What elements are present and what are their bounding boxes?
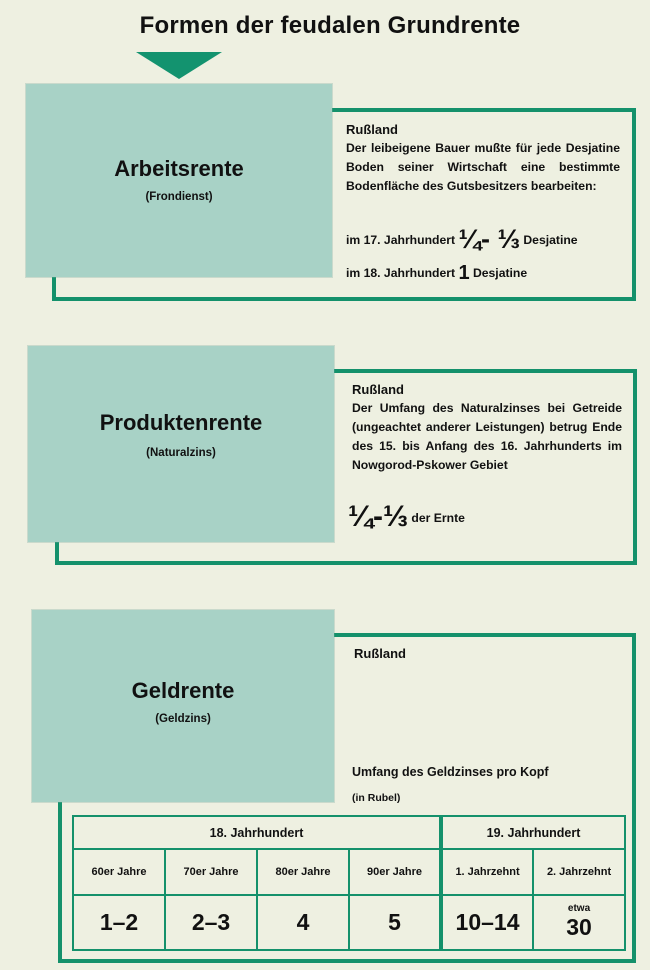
table-period-row bbox=[73, 849, 625, 895]
value-cell: 5 bbox=[349, 895, 441, 950]
value-cell-approx bbox=[533, 895, 625, 950]
produktenrente-description: Der Umfang des Naturalzinses bei Getreide (ungeachtet anderer Leistungen) betrug Ende des 15. bis Anfang des 16. Jahrhunderts im Nowgorod-Pskower Gebiet bbox=[352, 401, 622, 472]
geldrente-panel bbox=[32, 610, 334, 802]
arbeitsrente-line-17 bbox=[346, 224, 578, 255]
arbeitsrente-line1-value: ¼- ⅓ bbox=[458, 224, 520, 254]
value-cell: 2–3 bbox=[165, 895, 257, 950]
arbeitsrente-line2-value: 1 bbox=[458, 262, 470, 284]
period-cell: 80er Jahre bbox=[257, 849, 349, 895]
produktenrente-subheading: (Naturalzins) bbox=[146, 447, 216, 459]
period-cell: 2. Jahrzehnt bbox=[533, 849, 625, 895]
period-cell: 70er Jahre bbox=[165, 849, 257, 895]
period-cell: 1. Jahrzehnt bbox=[441, 849, 533, 895]
produktenrente-panel bbox=[28, 346, 334, 542]
table-value-row bbox=[73, 895, 625, 950]
geldrente-table-unit: (in Rubel) bbox=[352, 792, 401, 804]
down-arrow-icon bbox=[136, 52, 222, 79]
approx-note: etwa bbox=[567, 903, 591, 914]
period-cell: 90er Jahre bbox=[349, 849, 441, 895]
arbeitsrente-region: Rußland bbox=[346, 122, 398, 137]
arbeitsrente-line-18 bbox=[346, 262, 527, 285]
produktenrente-value-line bbox=[348, 500, 465, 534]
arbeitsrente-description: Der leibeigene Bauer mußte für jede Desjatine Boden seiner Wirtschaft eine bestimmte Bodenfläche des Gutsbesitzers bearbeiten: bbox=[346, 141, 620, 193]
geldrente-region: Rußland bbox=[354, 646, 406, 661]
arbeitsrente-line1-label: im 17. Jahrhundert bbox=[346, 233, 456, 247]
geldrente-subheading: (Geldzins) bbox=[155, 713, 211, 725]
page-title: Formen der feudalen Grundrente bbox=[139, 12, 521, 39]
produktenrente-value: ¼-⅓ bbox=[348, 500, 409, 533]
arbeitsrente-line2-label: im 18. Jahrhundert bbox=[346, 266, 456, 280]
value-cell: 10–14 bbox=[441, 895, 533, 950]
century-18-header: 18. Jahrhundert bbox=[73, 816, 441, 849]
produktenrente-text-block bbox=[352, 380, 622, 475]
geldrente-heading: Geldrente bbox=[131, 678, 235, 703]
arbeitsrente-subheading: (Frondienst) bbox=[145, 191, 213, 203]
table-header-row bbox=[73, 816, 625, 849]
arbeitsrente-line2-unit: Desjatine bbox=[472, 266, 528, 280]
produktenrente-heading: Produktenrente bbox=[99, 410, 263, 435]
geldzins-table bbox=[72, 815, 626, 951]
arbeitsrente-text-block bbox=[346, 120, 620, 196]
geldrente-table-title: Umfang des Geldzinses pro Kopf bbox=[352, 765, 549, 779]
value-cell: 1–2 bbox=[73, 895, 165, 950]
approx-value: 30 bbox=[566, 914, 592, 940]
produktenrente-region: Rußland bbox=[352, 382, 404, 397]
produktenrente-unit: der Ernte bbox=[411, 511, 465, 525]
arbeitsrente-panel bbox=[26, 84, 332, 277]
century-19-header: 19. Jahrhundert bbox=[441, 816, 625, 849]
period-cell: 60er Jahre bbox=[73, 849, 165, 895]
value-cell: 4 bbox=[257, 895, 349, 950]
arbeitsrente-line1-unit: Desjatine bbox=[523, 233, 578, 247]
arbeitsrente-heading: Arbeitsrente bbox=[114, 156, 244, 181]
